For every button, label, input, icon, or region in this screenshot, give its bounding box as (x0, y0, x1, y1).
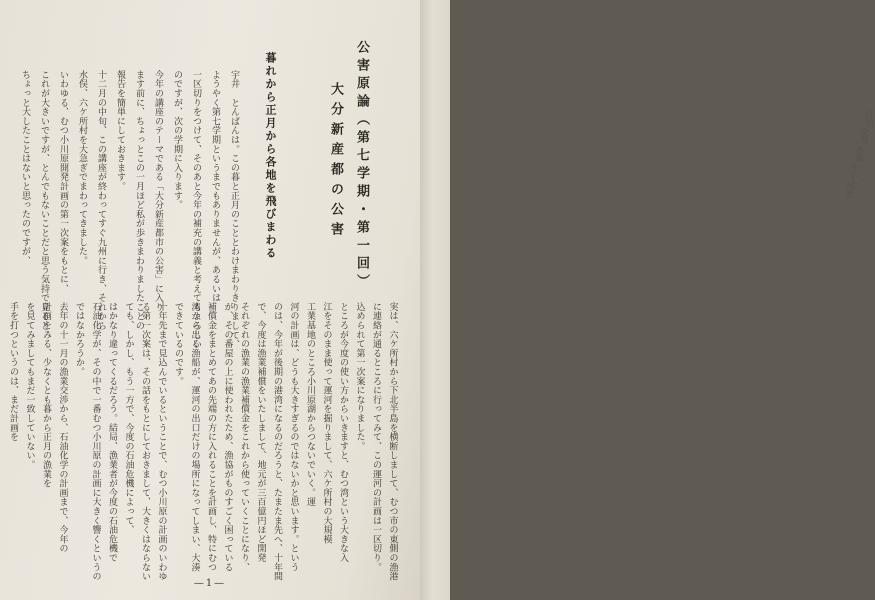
next-page-edge (420, 0, 874, 600)
body-line: 河の計画は、どうも大きすぎるのではないかと思います。という (288, 302, 299, 572)
body-line: 石油化学が、その中で一番むつ小川原の計画に大きく響くというの (90, 302, 101, 581)
body-line: ではなかろうか。 (74, 302, 84, 377)
body-line: が、その番屋の上に使われたため、漁協がものすごく困っている (222, 302, 233, 572)
body-line: これが大きいですが、とんでもないことだと思う気持で見ると、 (39, 70, 49, 340)
next-page-line: 次号 (860, 128, 869, 144)
body-line: 水俣、六ケ所村を大急ぎでまわってきました。 (77, 70, 87, 266)
body-line: 手を打つというのは、まだ計画を (8, 302, 18, 442)
body-line: を見てみましてもまだ一致していない。 (24, 302, 35, 470)
document-page (0, 0, 420, 600)
body-line: 補償金をまとめてあの先端の方に入れることを計画し、特にむつ (206, 302, 216, 572)
body-line: 十年先まで見込んでいるということで、むつ小川原の計画のいわゆ (156, 302, 167, 581)
body-line: 一区切りをつけて、そのあと今年の補充の講義と考えてもよろしい (191, 70, 201, 349)
body-line: のは、今年が後期の港湾になるのだろうと、たまたま先へ、十年間 (272, 302, 282, 581)
body-line: ようやく第七学期というまでもありませんが、あるいは (210, 70, 220, 303)
next-page-text (844, 110, 874, 230)
body-line: いわゆる、むつ小川原開発計画の第一次案をもとに、 (58, 70, 68, 294)
body-line: で、今度は漁業補償をいたしまして、地元が三百億円ほど開発 (255, 302, 266, 563)
body-line: 今年の講座のテーマである「大分新産都市の公害」に入り (153, 70, 163, 312)
body-line: に連絡が通るところに行ってみて、この運河の計画は一区切り。 (371, 302, 381, 572)
next-page-line: 月刊 (865, 110, 874, 126)
body-line: 実は、六ケ所村から下北半島を横断しまして、むつ市の東側の漁港 (387, 302, 398, 581)
body-line: 工業基地のところ小川原湖からつないでいく。運 (305, 302, 315, 507)
page-number: —1— (193, 578, 227, 589)
main-title: 大分新産都の公害 (328, 82, 343, 242)
body-line: 江をそのまま使って運河を掘りまして、六ケ所村の大規模 (321, 302, 332, 544)
body-line: 十二月の中旬、この講座が終わってすぐ九州に行き、それから (96, 70, 106, 331)
body-line: 報告を簡単にしておきます。 (115, 70, 125, 191)
next-page-line: ていた (850, 164, 859, 188)
body-line: 込められて第一次案になりました。 (354, 302, 365, 451)
section-heading: 暮れから正月から各地を飛びまわる (264, 52, 277, 260)
body-line: る第一次案は、その話をもとにしておきまして、大きくはならない (140, 302, 150, 581)
body-text-lower (8, 302, 404, 580)
body-line: ます前に、ちょっとこの一月ほど私が歩きまわりましたことの (134, 70, 144, 331)
body-line: 湾から出る漁船が、運河の出口だけの場所になってしまい、大湊 (189, 302, 200, 572)
body-line: それぞれの漁業の漁業補償金をこれから使っていくことになり、 (239, 302, 249, 572)
body-line: はかなり違ってくるだろう。結局、漁業者が今度の石油危機で (107, 302, 117, 563)
next-page-line: ただ (845, 182, 854, 198)
body-line: 宇井 とんばんは。この暮と正月のこととわけまわりきりまして、 (229, 70, 239, 349)
body-line: 去年の十一月の漁業交渉から、石油化学の計画まで、今年の (57, 302, 68, 554)
body-line: ても、しかし、もう一方で、今度の石油危機によって、 (123, 302, 134, 535)
body-line: 計画をみる、少なくとも暮から正月の漁業を (41, 302, 51, 488)
body-line: ちょっと大したことはないと思ったのですが、 (20, 70, 30, 266)
body-line: のですが、次の学期に入ります。 (172, 70, 182, 210)
next-page-line: 各地 (855, 146, 864, 162)
body-line: ところが今度の使い方からいきますと、むつ湾という大きな入 (338, 302, 348, 563)
body-line: できているのです。 (173, 302, 183, 386)
series-title: 公害原論（第七学期・第一回） (354, 40, 369, 292)
